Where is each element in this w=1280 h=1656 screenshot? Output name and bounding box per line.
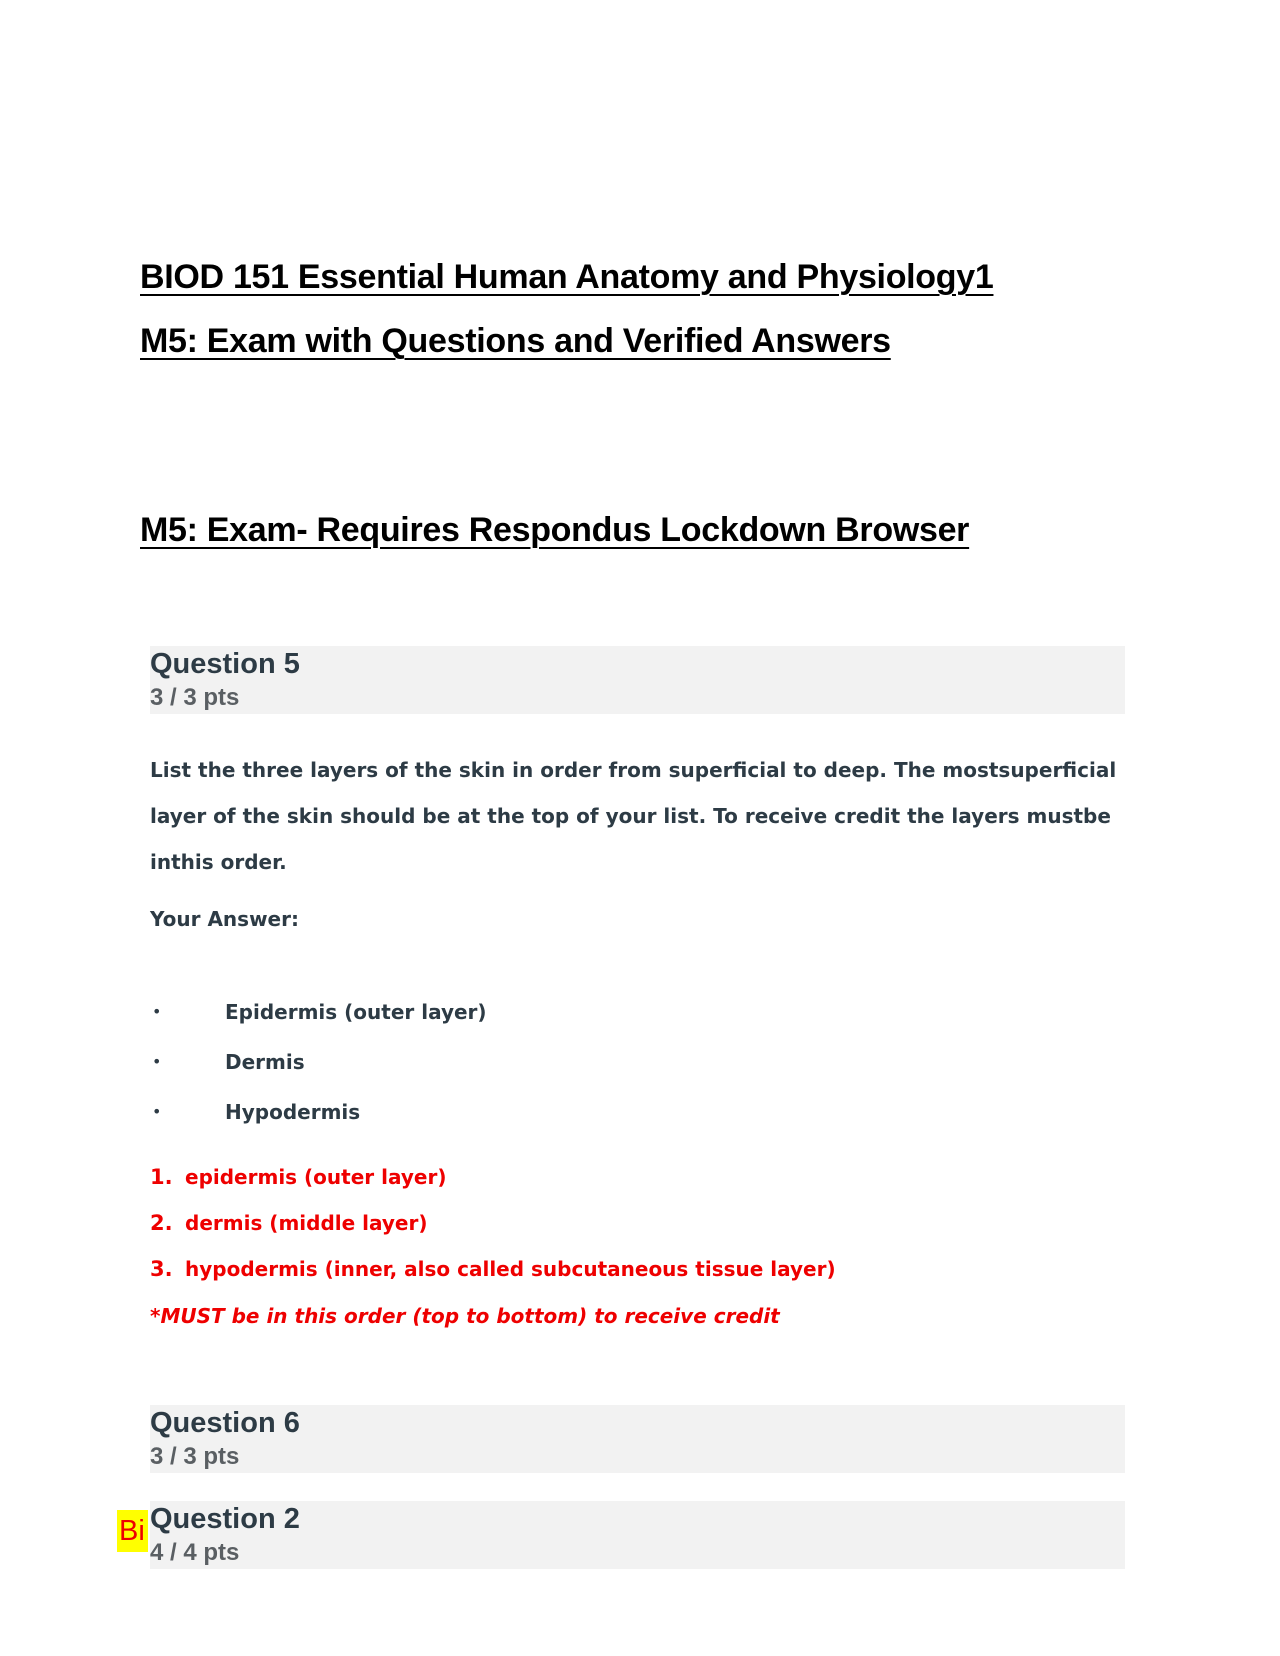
watermark-stamp bbox=[117, 1510, 148, 1552]
verified-answer-text: epidermis (outer layer) bbox=[185, 1165, 447, 1189]
verified-answer-number: 1. bbox=[150, 1165, 173, 1189]
question-6-title: Question 6 bbox=[150, 1407, 300, 1439]
question-5-header bbox=[150, 646, 1125, 714]
document-title-line-2: M5: Exam with Questions and Verified Answers bbox=[140, 322, 891, 360]
verified-answer-number: 3. bbox=[150, 1257, 173, 1281]
watermark-text: Bi bbox=[119, 1515, 145, 1547]
your-answer-label: Your Answer: bbox=[150, 907, 299, 931]
document-title-line-1: BIOD 151 Essential Human Anatomy and Physiology1 bbox=[140, 258, 994, 296]
verified-answer-text: hypodermis (inner, also called subcutaneous tissue layer) bbox=[185, 1257, 836, 1281]
verified-answer-number: 2. bbox=[150, 1211, 173, 1235]
credit-note: *MUST be in this order (top to bottom) to receive credit bbox=[150, 1304, 780, 1328]
bullet-icon: • bbox=[152, 1102, 162, 1121]
question-5-title: Question 5 bbox=[150, 648, 300, 680]
question-2-header bbox=[150, 1501, 1125, 1569]
answer-list-item-label: Dermis bbox=[225, 1050, 305, 1074]
verified-answer-text: dermis (middle layer) bbox=[185, 1211, 428, 1235]
answer-list-item-label: Hypodermis bbox=[225, 1100, 361, 1124]
question-5-points: 3 / 3 pts bbox=[150, 684, 240, 711]
bullet-icon: • bbox=[152, 1052, 162, 1071]
question-6-points: 3 / 3 pts bbox=[150, 1443, 240, 1470]
question-5-prompt-line: inthis order. bbox=[150, 850, 287, 874]
question-5-prompt-line: List the three layers of the skin in order from superficial to deep. The mostsuperficial bbox=[150, 758, 1117, 782]
bullet-icon: • bbox=[152, 1002, 162, 1021]
question-2-points: 4 / 4 pts bbox=[150, 1539, 240, 1566]
answer-list-item-label: Epidermis (outer layer) bbox=[225, 1000, 487, 1024]
question-5-prompt-line: layer of the skin should be at the top of your list. To receive credit the layers mustbe bbox=[150, 804, 1111, 828]
question-6-header bbox=[150, 1405, 1125, 1473]
question-2-title: Question 2 bbox=[150, 1503, 300, 1535]
section-heading: M5: Exam- Requires Respondus Lockdown Browser bbox=[140, 511, 970, 549]
